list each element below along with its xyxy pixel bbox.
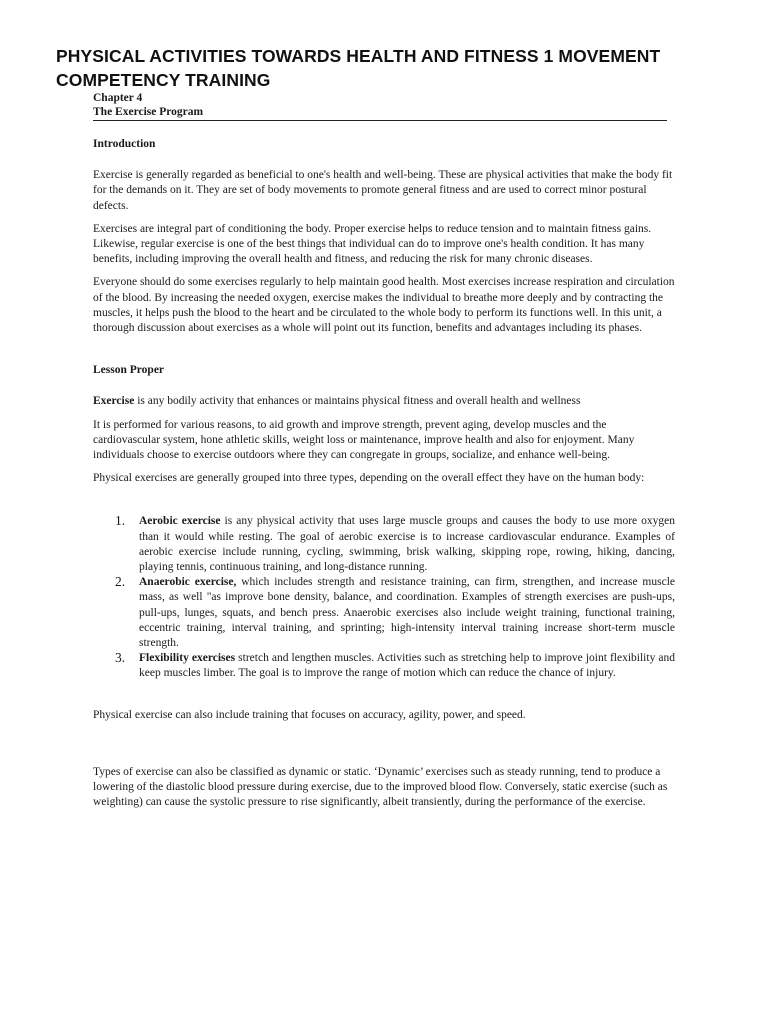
chapter-title: The Exercise Program: [93, 106, 204, 118]
list-number: 3.: [115, 650, 126, 666]
list-term: Anaerobic exercise,: [139, 576, 237, 589]
list-number: 1.: [115, 513, 126, 529]
list-text: stretch and lengthen muscles. Activities such as stretching help to improve joint flexibility and keep muscles limber. The goal is to improve the range of motion which can reduce the chance of injury.: [139, 652, 675, 680]
chapter-header: [93, 91, 667, 121]
exercise-definition: [93, 394, 675, 409]
list-number: 2.: [115, 574, 126, 590]
intro-paragraph-2: Exercises are integral part of conditioning the body. Proper exercise helps to reduce tension and to maintain fitness gains. Likewise, regular exercise is one of the best things that individual can do to improve one's health condition. It has many benefits, including improving the overall health and fitness, and reducing the risk for many chronic diseases.: [93, 222, 652, 266]
list-item: [93, 514, 675, 575]
chapter-number: Chapter 4: [93, 92, 143, 104]
definition-term: Exercise: [93, 395, 135, 408]
document-title: PHYSICAL ACTIVITIES TOWARDS HEALTH AND FITNESS 1 MOVEMENT COMPETENCY TRAINING: [56, 46, 661, 90]
definition-text: is any bodily activity that enhances or maintains physical fitness and overall health and wellness: [134, 395, 581, 408]
lesson-heading: Lesson Proper: [93, 364, 165, 377]
after-list-paragraph: Physical exercise can also include training that focuses on accuracy, agility, power, and speed.: [93, 708, 526, 721]
list-item: [93, 575, 675, 651]
closing-paragraph: Types of exercise can also be classified as dynamic or static. ‘Dynamic’ exercises such as steady running, tend to produce a lowering of the diastolic blood pressure during exercise, due to the improved blood flow. Conversely, static exercise (such as weighting) can cause the systolic pressure to rise significantly, albeit transiently, during the performance of the exercise.: [93, 765, 668, 809]
document-body: [93, 137, 675, 811]
list-text: which includes strength and resistance training, can firm, strengthen, and increase muscle mass, as well "as improve bone density, balance, and coordination. Examples of strength exercises are push-ups, pull-ups, lunges, squats, and bench press. Anaerobic exercises also include weight training, functional training, eccentric training, interval training, and sprinting; high-intensity interval training increase short-term muscle strength.: [139, 576, 675, 650]
list-item: [93, 651, 675, 681]
list-text: is any physical activity that uses large muscle groups and causes the body to use more oxygen than it would while resting. The goal of aerobic exercise is to increase cardiovascular endurance. Examples of aerobic exercise include running, cycling, swimming, brisk walking, skipping rope, rowing, hiking, dancing, playing tennis, continuous training, and long-distance running.: [139, 515, 675, 574]
exercise-types-list: [93, 514, 675, 681]
intro-paragraph-1: Exercise is generally regarded as beneficial to one's health and well-being. These are physical activities that make the body fit for the demands on it. They are set of body movements to promote general fitness and are used to correct minor postural defects.: [93, 169, 673, 212]
lesson-paragraph-1: It is performed for various reasons, to aid growth and improve strength, prevent aging, develop muscles and the cardiovascular system, hone athletic skills, weight loss or maintenance, improve health and also for enjoyment. Many individuals choose to exercise outdoors where they can congregate in groups, socialize, and enhance well-being.: [93, 418, 635, 462]
list-term: Aerobic exercise: [139, 515, 221, 528]
introduction-heading: Introduction: [93, 138, 156, 150]
lesson-paragraph-2: Physical exercises are generally grouped into three types, depending on the overall effect they have on the human body:: [93, 472, 645, 485]
intro-paragraph-3: Everyone should do some exercises regularly to help maintain good health. Most exercises increase respiration and circulation of the blood. By increasing the needed oxygen, exercise makes the individual to breathe more deeply and by contracting the muscles, it helps push the blood to the heart and be circulated to the whole body to perform its functions well. In this unit, a thorough discussion about exercises as a whole will point out its function, benefits and advantages including its phases.: [93, 276, 675, 335]
list-term: Flexibility exercises: [139, 652, 236, 665]
